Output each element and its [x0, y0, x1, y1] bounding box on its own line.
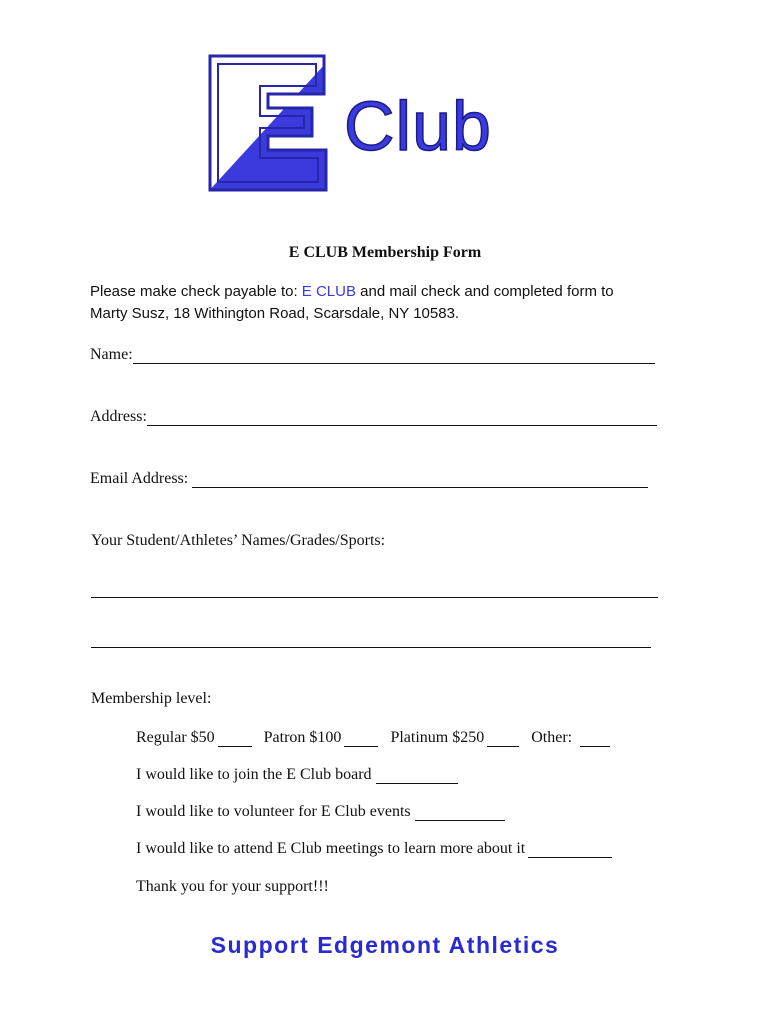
option-platinum — [390, 729, 519, 747]
instructions-pre: Please make check payable to: — [90, 283, 298, 300]
club-wordmark-text: Club — [344, 87, 492, 165]
name-field-row — [90, 346, 655, 364]
email-input-line[interactable] — [192, 471, 648, 488]
name-input-line[interactable] — [133, 347, 655, 364]
board-blank[interactable] — [376, 767, 458, 784]
option-regular-blank[interactable] — [218, 730, 252, 747]
email-label: Email Address: — [90, 470, 189, 487]
option-patron-label: Patron $100 — [263, 729, 342, 746]
students-input-line-1[interactable] — [91, 597, 658, 598]
logo-club-word — [344, 86, 574, 177]
option-platinum-blank[interactable] — [487, 730, 519, 747]
option-other-label: Other: — [531, 729, 573, 746]
option-patron — [264, 729, 379, 747]
address-input-line[interactable] — [147, 409, 657, 426]
form-title: E CLUB Membership Form — [288, 244, 482, 261]
meetings-statement: I would like to attend E Club meetings to learn more about it — [136, 840, 526, 857]
option-regular — [136, 729, 252, 747]
e-club-logo — [206, 52, 566, 194]
instructions-line-1 — [90, 281, 690, 303]
club-wordmark — [344, 86, 574, 166]
membership-level-label: Membership level: — [91, 690, 212, 707]
option-patron-blank[interactable] — [344, 730, 378, 747]
meetings-blank[interactable] — [528, 841, 612, 858]
option-other-blank[interactable] — [580, 730, 610, 747]
meetings-row — [136, 840, 612, 858]
e-letter-logo-mark — [206, 52, 336, 194]
board-statement: I would like to join the E Club board — [136, 766, 372, 783]
membership-options-row — [136, 729, 622, 747]
students-input-line-2[interactable] — [91, 647, 651, 648]
payment-instructions — [90, 281, 690, 325]
instructions-post: and mail check and completed form to — [360, 283, 614, 300]
option-platinum-label: Platinum $250 — [390, 729, 485, 746]
students-label: Your Student/Athletes’ Names/Grades/Sports: — [91, 532, 386, 549]
board-row — [136, 766, 458, 784]
option-other — [531, 729, 610, 747]
mailing-address: Marty Susz, 18 Withington Road, Scarsdale, NY 10583. — [90, 305, 460, 322]
option-regular-label: Regular $50 — [136, 729, 215, 746]
name-label: Name: — [90, 346, 133, 363]
email-field-row — [90, 470, 648, 488]
payee-name: E CLUB — [301, 283, 356, 300]
thank-you-text: Thank you for your support!!! — [136, 878, 329, 895]
address-label: Address: — [90, 408, 147, 425]
address-field-row — [90, 408, 657, 426]
volunteer-row — [136, 803, 505, 821]
volunteer-statement: I would like to volunteer for E Club events — [136, 803, 411, 820]
volunteer-blank[interactable] — [415, 804, 505, 821]
support-slogan: Support Edgemont Athletics — [210, 932, 560, 958]
